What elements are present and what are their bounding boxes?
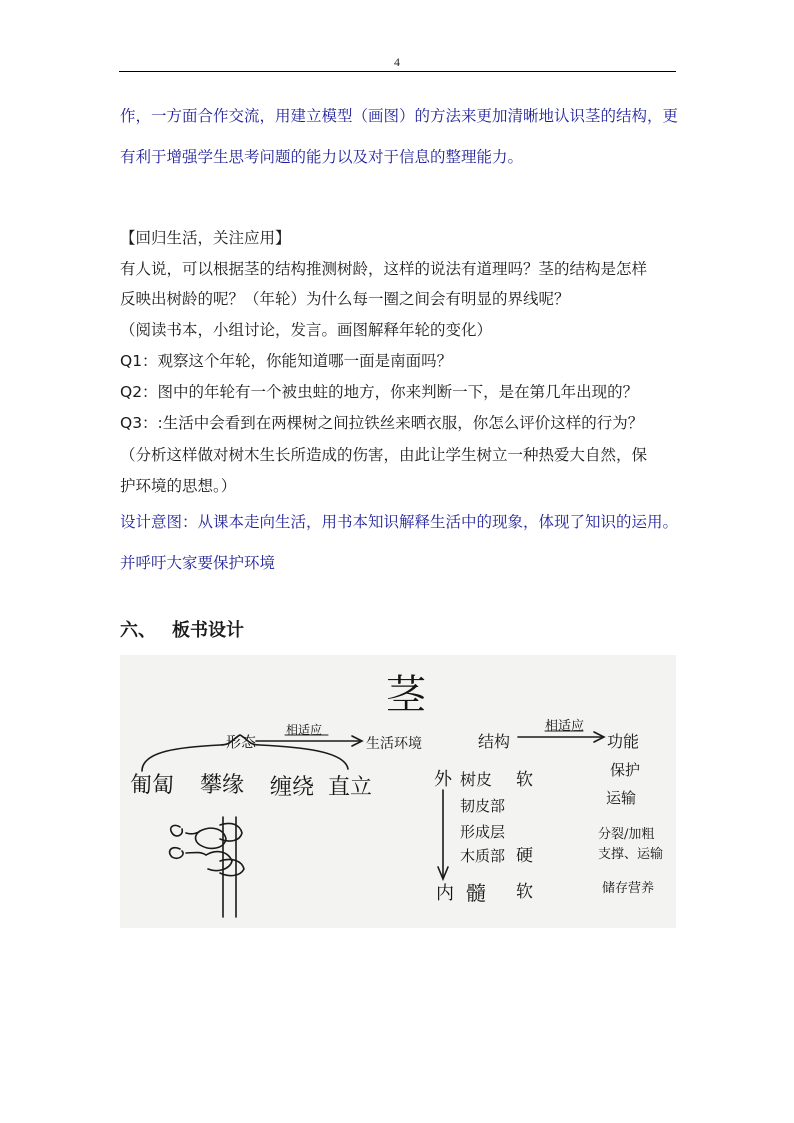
intro-line-1: 作，一方面合作交流，用建立模型（画图）的方法来更加清晰地认识茎的结构，更 [120, 107, 679, 125]
stem-sketch [223, 817, 236, 917]
board-type-creeping: 匍匐 [130, 773, 175, 798]
board-adapt-right: 相适应 [545, 719, 585, 734]
design-intent-line-2: 并呼吁大家要保护环境 [120, 554, 276, 572]
paragraph-3-line-2: 护环境的思想。） [120, 477, 237, 495]
board-type-erect: 直立 [328, 775, 373, 800]
board-hardness-soft-1: 软 [516, 770, 533, 790]
board-adapt-left: 相适应 [286, 723, 323, 737]
question-1: Q1：观察这个年轮，你能知道哪一面是南面吗？ [120, 352, 453, 370]
paragraph-2: （阅读书本，小组讨论，发言。画图解释年轮的变化） [120, 321, 493, 339]
board-function-protect: 保护 [610, 761, 641, 779]
board-function-transport: 运输 [606, 789, 637, 807]
board-structure: 结构 [478, 732, 511, 751]
question-3: Q3：:生活中会看到在两棵树之间拉铁丝来晒衣服，你怎么评价这样的行为？ [120, 414, 644, 432]
board-function-support: 支撑、运输 [598, 847, 664, 862]
board-function-divide: 分裂/加粗 [598, 827, 655, 842]
board-function: 功能 [607, 732, 640, 751]
design-intent-line-1: 设计意图：从课本走向生活，用书本知识解释生活中的现象，体现了知识的运用。 [120, 513, 679, 531]
board-hardness-hard: 硬 [516, 846, 533, 866]
page-number: 4 [394, 55, 400, 69]
board-inner: 内 [436, 883, 454, 904]
board-type-twining: 缠绕 [270, 775, 315, 800]
board-outer: 外 [434, 769, 452, 790]
board-morph: 形态 [226, 733, 257, 751]
board-function-storage: 储存营养 [602, 881, 655, 896]
board-layer-phloem: 韧皮部 [460, 797, 506, 815]
board-layer-pith: 髓 [466, 881, 486, 905]
board-habitat: 生活环境 [366, 736, 422, 752]
board-title: 茎 [386, 672, 426, 718]
intro-line-2: 有利于增强学生思考问题的能力以及对于信息的整理能力。 [120, 148, 524, 166]
board-layer-cambium: 形成层 [460, 823, 506, 841]
section-title: 板书设计 [172, 620, 244, 641]
board-layer-bark: 树皮 [460, 770, 493, 789]
paragraph-1-line-1: 有人说，可以根据茎的结构推测树龄，这样的说法有道理吗？茎的结构是怎样 [120, 260, 648, 278]
board-layer-xylem: 木质部 [460, 847, 506, 865]
paragraph-1-line-2: 反映出树龄的呢？（年轮）为什么每一圈之间会有明显的界线呢？ [120, 290, 570, 308]
blackboard-photo [120, 655, 676, 928]
board-type-climbing: 攀缘 [200, 773, 245, 798]
header-rule [119, 71, 676, 72]
section-6-heading [120, 616, 244, 642]
paragraph-3-line-1: （分析这样做对树木生长所造成的伤害，由此让学生树立一种热爱大自然，保 [120, 446, 648, 464]
section-life-title: 【回归生活，关注应用】 [120, 229, 291, 247]
question-2: Q2：图中的年轮有一个被虫蛀的地方，你来判断一下，是在第几年出现的？ [120, 383, 639, 401]
board-hardness-soft-2: 软 [516, 882, 533, 902]
section-number: 六、 [120, 620, 156, 641]
